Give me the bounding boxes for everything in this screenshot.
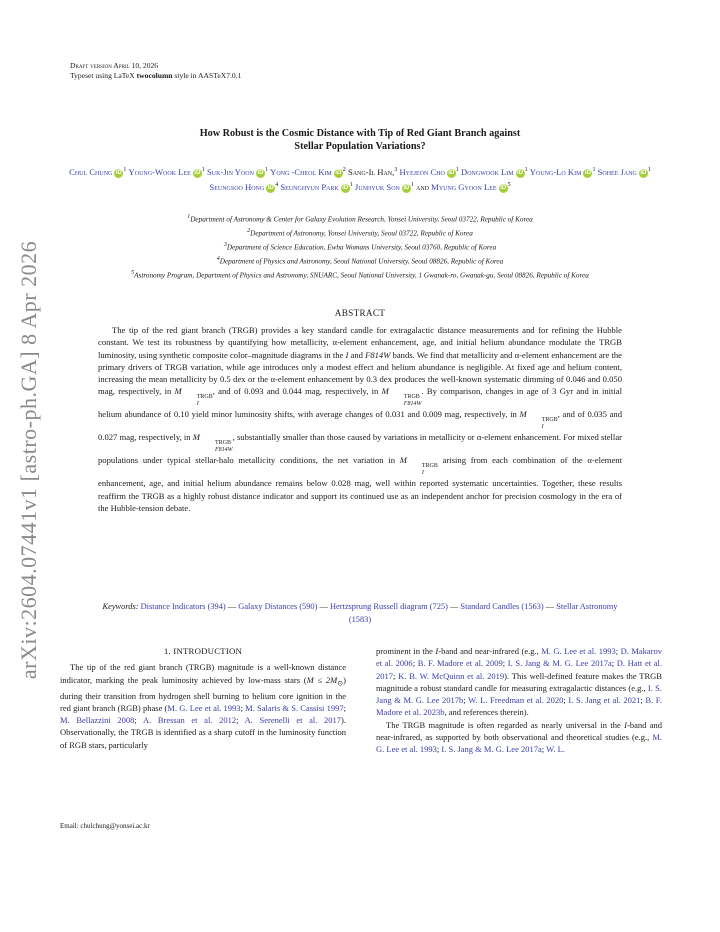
citation-link[interactable]: M. Bellazzini 2008 (60, 715, 135, 726)
citation-link[interactable]: M. G. Lee et al. 1993 (167, 702, 241, 713)
keyword-separator: — (543, 602, 557, 611)
magnitude-scripts (183, 394, 213, 408)
left-column (60, 645, 346, 751)
author-affiliation-mark: 3 (394, 167, 398, 173)
author-affiliation-mark: 1 (349, 181, 353, 188)
author-list (60, 164, 660, 194)
citation-link[interactable]: A. Bressan et al. 2012 (142, 715, 237, 726)
author-affiliation-mark: 1 (410, 181, 414, 188)
affiliation-number: 2 (247, 227, 251, 234)
orcid-icon[interactable]: iD (640, 169, 647, 176)
affiliation (60, 268, 660, 282)
intro-text: prominent in the (376, 646, 436, 656)
magnitude-scripts (408, 463, 438, 477)
author-affiliation-mark: 4 (275, 181, 279, 188)
magnitude-letter: M (519, 409, 527, 420)
intro-paragraph-1-cont: prominent in the I-band and near-infrared (e.g., M. G. Lee et al. 1993; D. Makarov et al. 2006; B. F. Madore et al. 2009; I. S. Jang & M. G. Lee 2017a; D. Hatt et al. 2017; K. B. W. McQuinn et al. 2019). This well-defined feature makes the TRGB magnitude a robust standard candle for measuring extragalactic distances (e.g., I. S. Jang & M. G. Lee 2017b; W. L. Freedman et al. 2020; I. S. Jang et al. 2021; B. F. Madore et al. 2023b, and references therein). (376, 646, 663, 718)
citation-link[interactable]: D. Hatt et al. 2017 (376, 658, 662, 681)
author-name[interactable]: Dongwook Lim (461, 166, 514, 177)
intro-paragraph-2: The TRGB magnitude is often regarded as nearly universal in the I-band and near-infrared, as supported by both observational and theoretical studies (e.g., M. G. Lee et al. 1993; I. S. Jang & M. G. Lee 2017a; W. L. (376, 719, 662, 755)
intro-text: -band and near-infrared, as supported by both observational and theoretical studies (e.g., (376, 719, 662, 743)
citation-link[interactable]: W. L. Freedman et al. 2020 (468, 695, 564, 706)
abstract-text: bands. We find that metallicity and α-element enhancement are the primary drivers of TRGB variation, while age introduces only a modest effect and helium abundance is negligible. At fixed age and helium content, increasing the mean metallicity by 0.5 dex or the α-element enhancement by 0.3 dex produces the well-known systematic dimming of 0.046 and 0.050 mag, respectively, in (98, 349, 622, 397)
section-heading-introduction: 1. INTRODUCTION (163, 646, 243, 656)
magnitude-letter: M (381, 386, 389, 397)
magnitude-letter: M (399, 455, 407, 466)
author-name[interactable]: Sohee Jang (597, 166, 637, 177)
magnitude-subscript: F814W (214, 447, 233, 454)
intro-text: ). This well-defined feature makes the TRGB magnitude a robust standard candle for measuring extragalactic distances (e.g., (376, 670, 662, 693)
band-i: I (345, 349, 349, 360)
typeset-line: Typeset using LaTeX twocolumn style in AASTeX7.0.1 (70, 71, 242, 80)
keyword-link[interactable]: Stellar Astronomy (1583) (348, 602, 618, 624)
author-name[interactable]: Yong -Cheol Kim (270, 166, 332, 177)
affiliation-list (60, 212, 660, 282)
keyword-link[interactable]: Hertzsprung Russell diagram (725) (329, 602, 448, 611)
affiliation-number: 3 (223, 241, 227, 248)
author-name[interactable]: Chul Chung (69, 166, 113, 177)
author-name[interactable]: Myung Gyoon Lee (431, 181, 497, 192)
affiliation-number: 4 (216, 255, 220, 262)
intro-text: The TRGB magnitude is often regarded as nearly universal in the (386, 719, 625, 730)
keyword-separator: — (447, 602, 461, 611)
affiliation-text: Department of Science Education, Ewha Womans University, Seoul 03760, Republic of Korea (226, 243, 497, 252)
magnitude-symbol (399, 455, 438, 477)
intro-text: ). Observationally, the TRGB is identified as a sharp cutoff in the luminosity function of RGB stars, particularly (60, 715, 346, 750)
magnitude-subscript: I (541, 424, 544, 431)
corresponding-email: Email: chulchung@yonsei.ac.kr (60, 822, 150, 830)
affiliation-text: Department of Astronomy, Yonsei University, Seoul 03722, Republic of Korea (250, 229, 473, 238)
keyword-separator: — (225, 602, 239, 611)
abstract-text: , and of 0.093 and 0.044 mag, respectively, in (212, 386, 382, 397)
affiliation (60, 212, 660, 226)
keyword-separator: — (317, 602, 330, 611)
affiliation-text: Astronomy Program, Department of Physics and Astronomy, SNUARC, Seoul National University, 1 Gwanak-ro, Gwanak-gu, Seoul 08826, Republic of Korea (134, 271, 589, 280)
author-name[interactable]: Young-Lo Kim (529, 166, 582, 177)
draft-version: Draft version April 10, 2026 (70, 61, 159, 70)
citation-link[interactable]: D. Makarov et al. 2006 (376, 646, 663, 669)
affiliation-number: 1 (187, 214, 191, 220)
orcid-icon[interactable]: iD (335, 169, 342, 176)
magnitude-symbol (192, 432, 233, 454)
citation-link[interactable]: M. Salaris & S. Cassisi 1997 (245, 702, 344, 713)
author-name[interactable]: Young-Wook Lee (128, 166, 191, 177)
intro-text: ) during their transition from hydrogen shell burning to helium core ignition in the red giant branch (RGB) phase ( (60, 674, 347, 713)
band-i: I (435, 646, 439, 656)
author-affiliation-mark: 2 (342, 167, 346, 173)
orcid-icon[interactable]: iD (267, 184, 274, 191)
orcid-icon[interactable]: iD (115, 169, 122, 176)
keywords (98, 600, 622, 626)
author-affiliation-mark: 1 (524, 167, 528, 173)
abstract-text: The tip of the red giant branch (TRGB) provides a key standard candle for extragalactic distance measurements and for refining the Hubble constant. We test its robustness by quantifying how metallicity, α-element enhancement, age, and initial helium abundance modulate the TRGB luminosity, using synthetic composite color–magnitude diagrams in the (98, 325, 622, 360)
citation-link[interactable]: M. G. Lee et al. 1993 (541, 646, 616, 656)
author-affiliation-mark: 1 (264, 167, 268, 173)
intro-paragraph-1: The tip of the red giant branch (TRGB) magnitude is a well-known distance indicator, marking the peak luminosity achieved by low-mass stars $(M \le 2M_⊙)$ during their transition from hydrogen shell burning to helium core ignition in the red giant branch (RGB) phase (M. G. Lee et al. 1993; M. Salaris & S. Cassisi 1997; M. Bellazzini 2008; A. Bressan et al. 2012; A. Serenelli et al. 2017). Observationally, the TRGB is identified as a sharp cutoff in the luminosity function of RGB stars, particularly (60, 662, 347, 750)
author-name[interactable]: Suk-Jin Yoon (206, 166, 254, 177)
magnitude-letter: M (174, 386, 182, 397)
abstract-text: , substantially smaller than those caused by variations in metallicity or α-element enhancement. For mixed stellar populations under typical stellar-halo metallicity conditions, the net variation in (98, 432, 622, 466)
author-affiliation-mark: 1 (123, 167, 127, 173)
abstract-heading: ABSTRACT (334, 308, 386, 318)
author-affiliation-mark: 1 (455, 167, 459, 173)
magnitude-symbol (174, 386, 213, 408)
solar-symbol: ⊙ (337, 679, 344, 688)
intro-text: , and references therein). (444, 707, 529, 718)
author-affiliation-mark: 5 (507, 181, 511, 188)
magnitude-symbol (519, 409, 558, 431)
orcid-icon[interactable]: iD (584, 169, 591, 176)
author-name[interactable]: Sang-Il Han, (347, 166, 395, 177)
citation-link[interactable]: I. S. Jang & M. G. Lee 2017b (376, 682, 663, 706)
citation-link[interactable]: W. L. (546, 744, 565, 755)
paper-title: How Robust is the Cosmic Distance with Tip of Red Giant Branch against Stellar Population Variations? (199, 128, 521, 152)
keywords-label: Keywords: (102, 602, 139, 611)
magnitude-superscript: TRGB (214, 440, 231, 447)
orcid-icon[interactable]: iD (517, 169, 524, 176)
citation-link[interactable]: M. G. Lee et al. 1993 (376, 732, 662, 755)
citation-link[interactable]: A. Serenelli et al. 2017 (244, 715, 342, 726)
affiliation-text: Department of Physics and Astronomy, Seoul National University, Seoul 08826, Republic of Korea (219, 257, 504, 266)
magnitude-letter: M (192, 432, 200, 443)
author-name[interactable]: Seunghyun Park (280, 181, 339, 192)
affiliation (60, 226, 660, 240)
orcid-icon[interactable]: iD (194, 169, 201, 176)
band-i: I (624, 719, 627, 730)
abstract-body (98, 324, 622, 514)
magnitude-superscript: TRGB (541, 417, 558, 424)
arxiv-stamp (14, 240, 44, 680)
orcid-icon[interactable]: iD (257, 169, 264, 176)
authors-and: and (416, 181, 430, 192)
keyword-link[interactable]: Standard Candles (1563) (460, 602, 544, 611)
author-name[interactable]: Hyejeon Cho (399, 166, 445, 177)
citation-link[interactable]: I. S. Jang & M. G. Lee 2017a (507, 658, 612, 669)
intro-text: The tip of the red giant branch (TRGB) magnitude is a well-known distance indicator, marking the peak luminosity achieved by low-mass stars ( (60, 662, 346, 685)
magnitude-subscript: I (421, 470, 424, 477)
author-affiliation-mark: 1 (201, 167, 205, 173)
affiliation-text: Department of Astronomy & Center for Galaxy Evolution Research, Yonsei University, Seoul 03722, Republic of Korea (190, 215, 533, 224)
author-name[interactable]: Junhyuk Son (354, 181, 400, 192)
inline-math: M ≤ 2M (306, 674, 338, 685)
citation-link[interactable]: K. B. W. McQuinn et al. 2019 (398, 670, 505, 681)
abstract-text: arising from each combination of the α-element enhancement, age, and initial helium abundance remains below 0.028 mag, well within reported systematic uncertainties. Together, these results reaffirm the TRGB as a highly robust distance indicator and support its continued use as an independent anchor for precision cosmology in the era of the Hubble-tension debate. (98, 455, 622, 514)
citation-link[interactable]: I. S. Jang & M. G. Lee 2017a (441, 744, 542, 755)
right-column (376, 645, 662, 756)
intro-text: -band and near-infrared (e.g., (438, 646, 542, 656)
affiliation-number: 5 (131, 269, 135, 276)
affiliation (60, 254, 660, 268)
citation-link[interactable]: B. F. Madore et al. 2009 (417, 658, 503, 669)
keyword-link[interactable]: Galaxy Distances (590) (238, 602, 318, 611)
orcid-icon[interactable]: iD (342, 184, 349, 191)
magnitude-subscript: F814W (403, 401, 422, 408)
keyword-link[interactable]: Distance Indicators (394) (140, 602, 226, 611)
band-f814w: F814W (365, 349, 391, 360)
affiliation (60, 240, 660, 254)
orcid-icon[interactable]: iD (448, 169, 455, 176)
latex-logo: LaTeX (113, 71, 135, 80)
magnitude-superscript: TRGB (403, 394, 420, 401)
draft-header (70, 61, 241, 81)
abstract-text: and (348, 349, 366, 360)
magnitude-superscript: TRGB (421, 463, 438, 470)
orcid-icon[interactable]: iD (500, 184, 507, 191)
magnitude-symbol (381, 386, 422, 408)
magnitude-scripts (201, 440, 233, 454)
orcid-icon[interactable]: iD (403, 184, 410, 191)
abstract-text: , and of 0.035 and 0.027 mag, respectively, in (98, 409, 622, 443)
citation-link[interactable]: I. S. Jang et al. 2021 (568, 695, 641, 706)
citation-link[interactable]: B. F. Madore et al. 2023b (376, 695, 662, 718)
author-affiliation-mark: 1 (647, 167, 651, 173)
author-affiliation-mark: 1 (592, 167, 596, 173)
magnitude-subscript: I (196, 401, 199, 408)
author-name[interactable]: Seungsoo Hong (209, 181, 265, 192)
arxiv-identifier: arXiv:2604.07441v1 [astro-ph.GA] 8 Apr 2026 (16, 240, 41, 680)
magnitude-scripts (390, 394, 422, 408)
magnitude-superscript: TRGB (196, 394, 213, 401)
abstract-text: . By comparison, changes in age of 3 Gyr and in initial helium abundance of 0.10 yield minor luminosity shifts, with average changes of 0.031 and 0.009 mag, respectively, in (98, 386, 622, 420)
magnitude-scripts (528, 417, 558, 431)
